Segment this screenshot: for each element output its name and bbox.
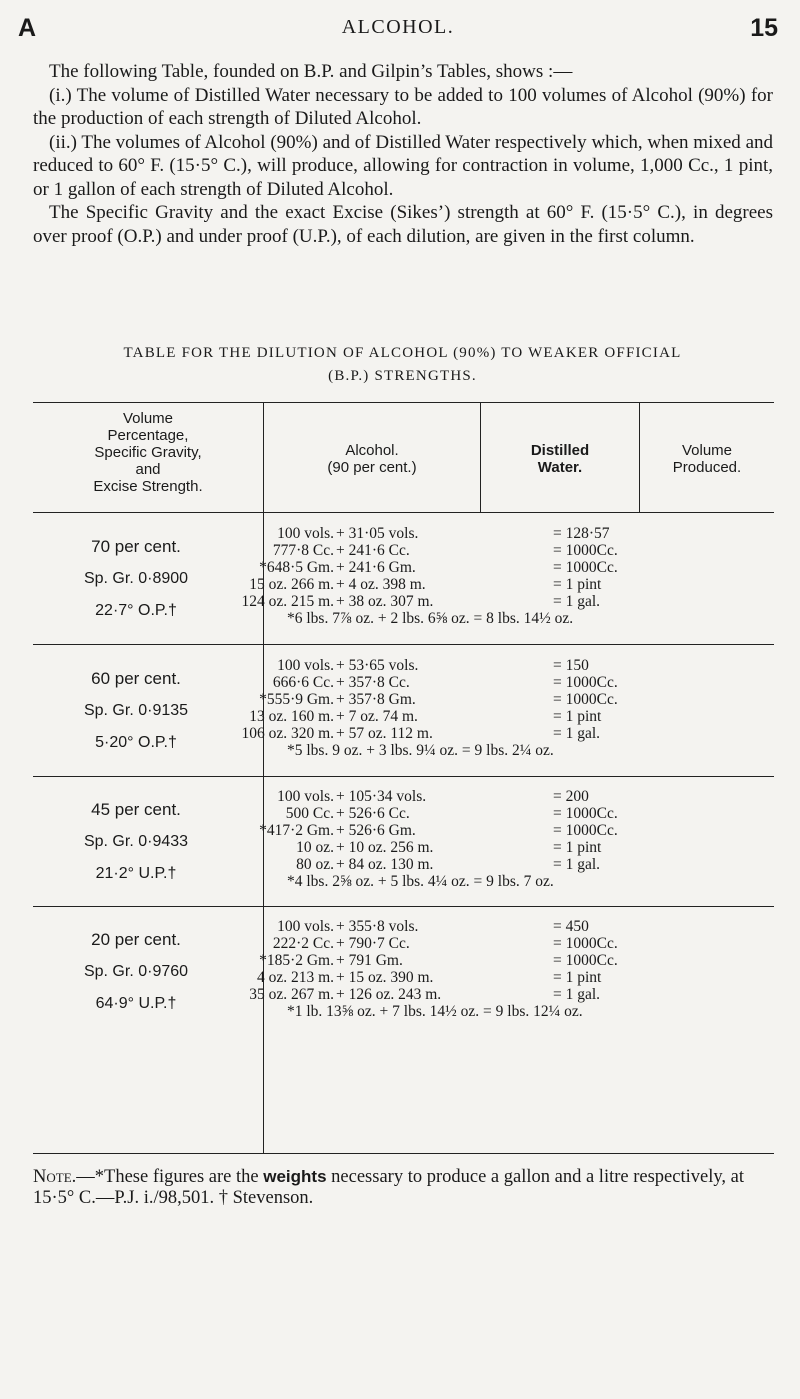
water-value: + 126 oz. 243 m. <box>336 986 442 1003</box>
intro-paragraph-3: (ii.) The volumes of Alcohol (90%) and of Distilled Water respectively which, when mixed and reduced to 60° F. (15·5° C.), will produce, allowing for contraction in volume, 1,000 Cc., 1 pint, or 1 gallon of each strength of Diluted Alcohol. <box>33 131 773 200</box>
water-value: + 31·05 vols. <box>336 525 419 542</box>
specific-gravity: Sp. Gr. 0·9433 <box>83 833 189 850</box>
page-number: 15 <box>750 14 778 42</box>
row-label-70 <box>21 536 251 622</box>
weight-value: *5 lbs. 9 oz. + 3 lbs. 9¼ oz. = 9 lbs. 2¼ oz. <box>287 742 554 759</box>
header-distilled-water <box>481 442 639 476</box>
intro-paragraph-2: (i.) The volume of Distilled Water necessary to be added to 100 volumes of Alcohol (90%) for the production of each strength of Diluted Alcohol. <box>33 84 773 129</box>
row-label-20 <box>21 929 251 1015</box>
percentage: 45 per cent. <box>91 800 181 819</box>
weight-value: *4 lbs. 2⅝ oz. + 5 lbs. 4¼ oz. = 9 lbs. 7 oz. <box>287 873 554 890</box>
alcohol-value: 100 vols. <box>277 657 334 674</box>
water-value: + 357·8 Gm. <box>336 691 416 708</box>
alcohol-value: 100 vols. <box>277 918 334 935</box>
excise-strength: 64·9° U.P.† <box>95 995 177 1012</box>
weight-value: *1 lb. 13⅝ oz. + 7 lbs. 14½ oz. = 9 lbs. 12¼ oz. <box>287 1003 583 1020</box>
alcohol-value: 10 oz. <box>296 839 334 856</box>
percentage: 20 per cent. <box>91 930 181 949</box>
header-text: Volume <box>681 442 733 459</box>
header-text: Produced. <box>672 459 742 476</box>
intro-paragraph-1: The following Table, founded on B.P. and Gilpin’s Tables, shows :— <box>49 61 573 82</box>
header-text: Volume <box>122 410 174 427</box>
weight-value: *6 lbs. 7⅞ oz. + 2 lbs. 6⅝ oz. = 8 lbs. 14½ oz. <box>287 610 574 627</box>
header-text: and <box>135 461 161 478</box>
alcohol-value: 777·8 Cc. <box>272 542 334 559</box>
note-text-a: —*These figures are the <box>76 1167 259 1187</box>
alcohol-value: *185·2 Gm. <box>259 952 334 969</box>
produced-value: = 1000Cc. <box>553 952 618 969</box>
specific-gravity: Sp. Gr. 0·8900 <box>83 570 189 587</box>
produced-value: = 1000Cc. <box>553 935 618 952</box>
water-value: + 526·6 Cc. <box>336 805 410 822</box>
header-text: Excise Strength. <box>93 478 203 495</box>
header-text: (90 per cent.) <box>327 459 417 476</box>
alcohol-value: 35 oz. 267 m. <box>249 986 334 1003</box>
percentage: 60 per cent. <box>91 669 181 688</box>
header-alcohol <box>264 442 480 476</box>
water-value: + 526·6 Gm. <box>336 822 416 839</box>
water-value: + 241·6 Cc. <box>336 542 410 559</box>
running-title: ALCOHOL. <box>341 16 455 38</box>
specific-gravity: Sp. Gr. 0·9760 <box>83 963 189 980</box>
note-text-b: necessary to produce a gallon and a litre respectively, at 15·5° C.—P.J. i./98,501. † Stevenson. <box>33 1167 744 1208</box>
alcohol-value: 15 oz. 266 m. <box>249 576 334 593</box>
table-title-line-1: TABLE FOR THE DILUTION OF ALCOHOL (90%) TO WEAKER OFFICIAL <box>123 345 682 361</box>
produced-value: = 1000Cc. <box>553 822 618 839</box>
table-title <box>30 342 775 388</box>
header-text: Alcohol. <box>345 442 399 459</box>
alcohol-value: 106 oz. 320 m. <box>241 725 334 742</box>
row-divider-3 <box>33 906 774 907</box>
alcohol-value: 222·2 Cc. <box>272 935 334 952</box>
alcohol-value: 80 oz. <box>296 856 334 873</box>
header-volume-percentage <box>33 410 263 495</box>
produced-value: = 1000Cc. <box>553 691 618 708</box>
table-title-line-2: (B.P.) STRENGTHS. <box>328 368 477 384</box>
row-divider-1 <box>33 644 774 645</box>
water-value: + 84 oz. 130 m. <box>336 856 434 873</box>
excise-strength: 21·2° U.P.† <box>95 865 177 882</box>
excise-strength: 22·7° O.P.† <box>95 602 177 619</box>
header-bottom-rule <box>33 512 774 513</box>
alcohol-value: 500 Cc. <box>285 805 334 822</box>
alcohol-value: 100 vols. <box>277 788 334 805</box>
water-value: + 15 oz. 390 m. <box>336 969 434 986</box>
page-header <box>18 14 778 44</box>
produced-value: = 1 pint <box>553 708 602 725</box>
produced-value: = 1 gal. <box>553 725 601 742</box>
produced-value: = 1 pint <box>553 839 602 856</box>
produced-value: = 1 gal. <box>553 986 601 1003</box>
header-text: Water. <box>537 459 583 476</box>
produced-value: = 1 gal. <box>553 856 601 873</box>
alcohol-value: 666·6 Cc. <box>272 674 334 691</box>
water-value: + 241·6 Gm. <box>336 559 416 576</box>
alcohol-value: 4 oz. 213 m. <box>256 969 334 986</box>
dilution-table <box>33 402 774 1155</box>
table-bottom-rule <box>33 1153 774 1154</box>
row-label-60 <box>21 668 251 754</box>
water-value: + 4 oz. 398 m. <box>336 576 426 593</box>
water-value: + 105·34 vols. <box>336 788 427 805</box>
footnote <box>33 1166 778 1209</box>
percentage: 70 per cent. <box>91 537 181 556</box>
produced-value: = 1000Cc. <box>553 805 618 822</box>
alcohol-value: 100 vols. <box>277 525 334 542</box>
specific-gravity: Sp. Gr. 0·9135 <box>83 702 189 719</box>
water-value: + 355·8 vols. <box>336 918 419 935</box>
water-value: + 790·7 Cc. <box>336 935 410 952</box>
water-value: + 10 oz. 256 m. <box>336 839 434 856</box>
header-text: Percentage, <box>107 427 189 444</box>
intro-paragraph-4: The Specific Gravity and the exact Excise (Sikes’) strength at 60° F. (15·5° C.), in degrees over proof (O.P.) and under proof (U.P.), of each dilution, are given in the first column. <box>33 202 773 247</box>
section-letter: A <box>18 14 37 42</box>
produced-value: = 1 pint <box>553 969 602 986</box>
intro-text <box>33 60 773 248</box>
row-divider-2 <box>33 776 774 777</box>
row-label-45 <box>21 799 251 885</box>
excise-strength: 5·20° O.P.† <box>95 734 177 751</box>
header-volume-produced <box>640 442 774 476</box>
produced-value: = 450 <box>553 918 589 935</box>
alcohol-value: *417·2 Gm. <box>259 822 334 839</box>
produced-value: = 1 gal. <box>553 593 601 610</box>
produced-value: = 128·57 <box>553 525 610 542</box>
produced-value: = 1000Cc. <box>553 542 618 559</box>
alcohol-value: *555·9 Gm. <box>259 691 334 708</box>
water-value: + 7 oz. 74 m. <box>336 708 418 725</box>
header-text: Distilled <box>530 442 590 459</box>
header-text: Specific Gravity, <box>94 444 202 461</box>
produced-value: = 1000Cc. <box>553 559 618 576</box>
alcohol-value: 124 oz. 215 m. <box>241 593 334 610</box>
water-value: + 53·65 vols. <box>336 657 419 674</box>
water-value: + 57 oz. 112 m. <box>336 725 433 742</box>
produced-value: = 1 pint <box>553 576 602 593</box>
water-value: + 357·8 Cc. <box>336 674 410 691</box>
note-label: Note. <box>33 1167 77 1187</box>
produced-value: = 1000Cc. <box>553 674 618 691</box>
alcohol-value: *648·5 Gm. <box>259 559 334 576</box>
note-bold-word: weights <box>263 1167 327 1186</box>
water-value: + 38 oz. 307 m. <box>336 593 434 610</box>
column-rule-1 <box>263 402 264 1154</box>
produced-value: = 150 <box>553 657 589 674</box>
water-value: + 791 Gm. <box>336 952 403 969</box>
alcohol-value: 13 oz. 160 m. <box>249 708 334 725</box>
produced-value: = 200 <box>553 788 589 805</box>
table-top-rule <box>33 402 774 403</box>
